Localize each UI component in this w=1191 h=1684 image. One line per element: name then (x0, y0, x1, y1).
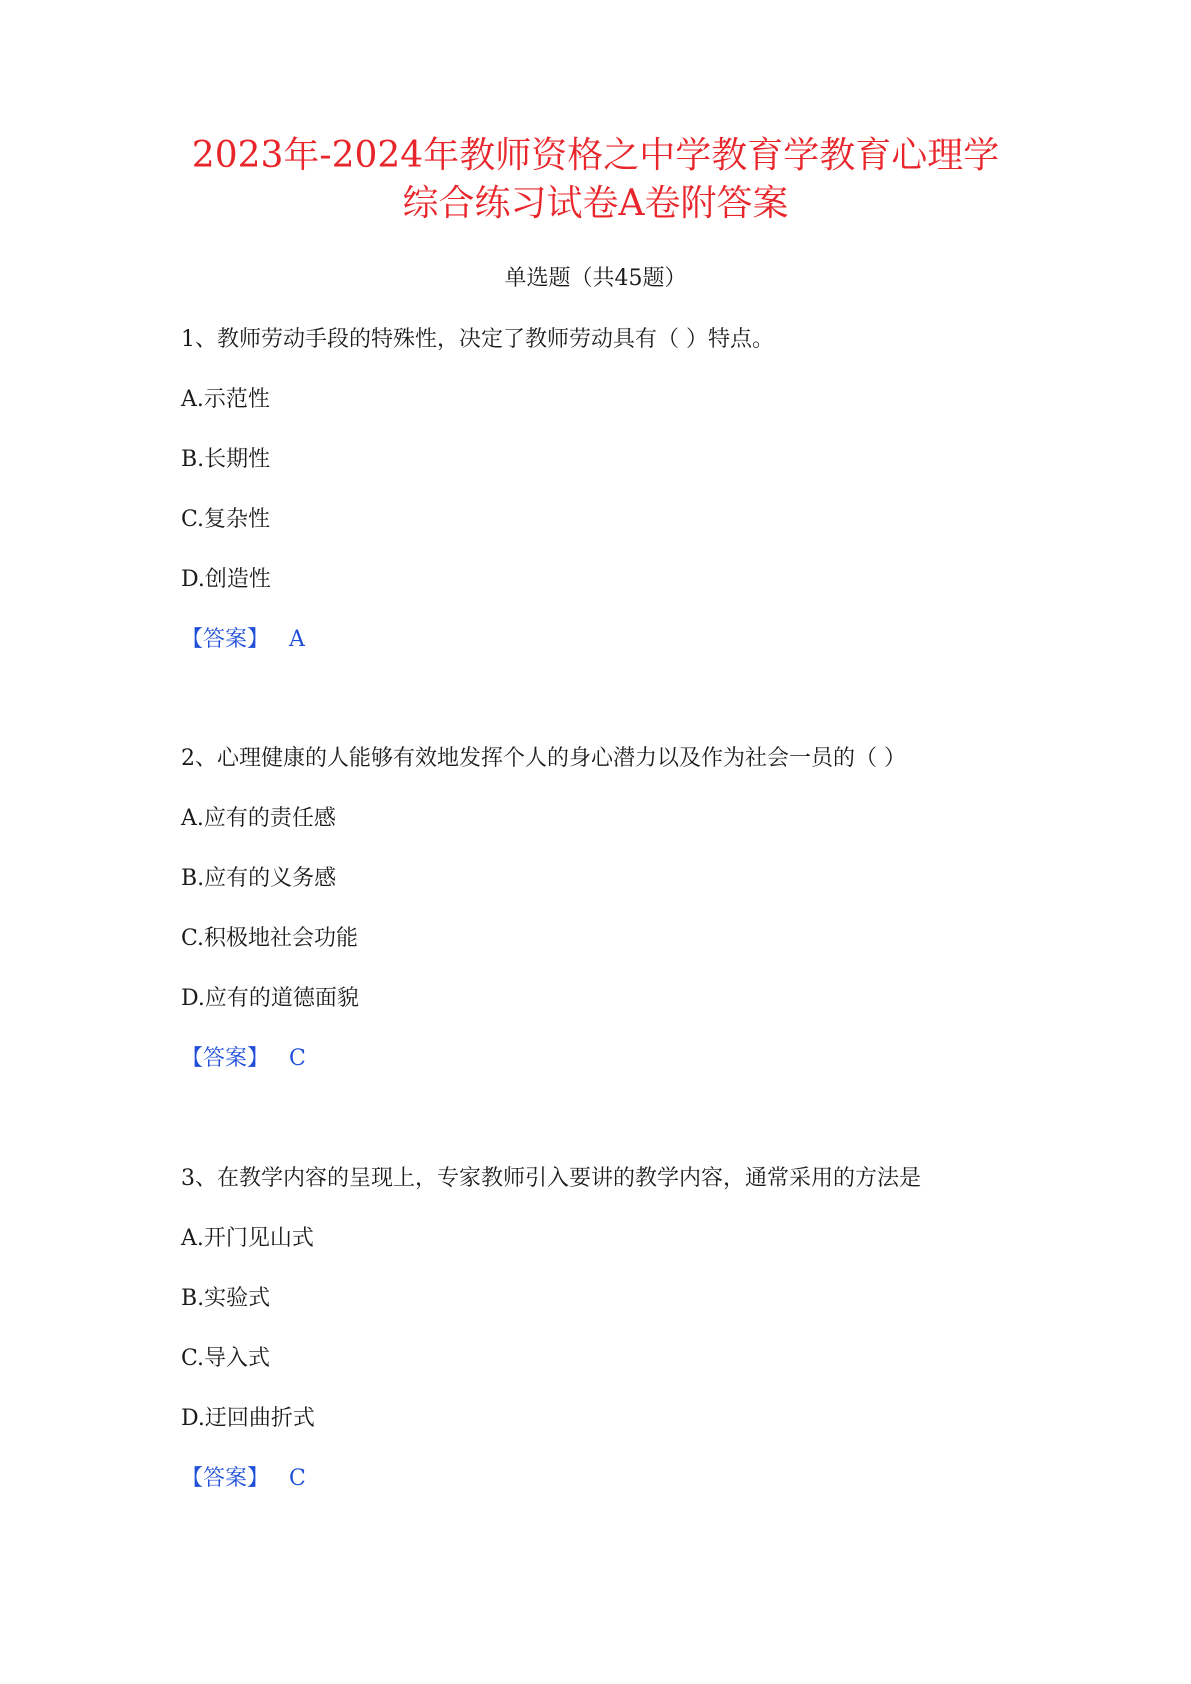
question-1-answer (181, 625, 305, 655)
question-2-stem: 2、心理健康的人能够有效地发挥个人的身心潜力以及作为社会一员的（ ） (181, 746, 906, 771)
question-1-option-c: C.复杂性 (181, 507, 271, 532)
section-heading: 单选题（共45题） (504, 266, 687, 291)
question-3-option-d: D.迂回曲折式 (181, 1406, 315, 1431)
answer-value: C (289, 1046, 306, 1071)
question-1-option-b: B.长期性 (181, 447, 271, 472)
question-3-option-b: B.实验式 (181, 1286, 271, 1311)
answer-value: C (289, 1466, 306, 1491)
question-1-stem: 1、教师劳动手段的特殊性，决定了教师劳动具有（ ）特点。 (181, 327, 774, 352)
document-title-line-1: 2023年-2024年教师资格之中学教育学教育心理学 (191, 135, 1000, 176)
question-2-option-a: A.应有的责任感 (181, 806, 336, 831)
question-3-stem: 3、在教学内容的呈现上，专家教师引入要讲的教学内容，通常采用的方法是 (181, 1166, 921, 1191)
question-2-answer (181, 1044, 306, 1074)
question-1-option-a: A.示范性 (181, 387, 270, 412)
question-3-answer (181, 1464, 306, 1494)
question-2-option-c: C.积极地社会功能 (181, 926, 359, 951)
answer-value: A (289, 627, 305, 652)
answer-label: 【答案】 (181, 1046, 270, 1071)
question-1-option-d: D.创造性 (181, 567, 271, 592)
document-title-line-2: 综合练习试卷A卷附答案 (402, 183, 789, 224)
answer-label: 【答案】 (181, 1466, 270, 1491)
question-2-option-b: B.应有的义务感 (181, 866, 337, 891)
question-3-option-a: A.开门见山式 (181, 1226, 314, 1251)
answer-label: 【答案】 (181, 627, 270, 652)
question-2-option-d: D.应有的道德面貌 (181, 986, 359, 1011)
question-3-option-c: C.导入式 (181, 1346, 271, 1371)
